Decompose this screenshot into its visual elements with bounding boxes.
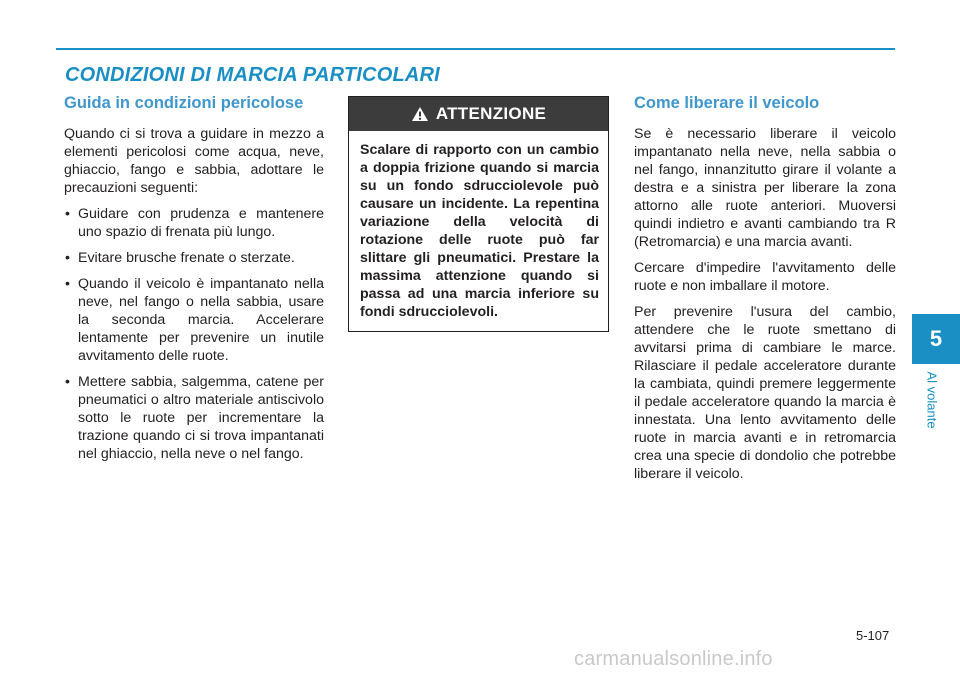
- warning-header: [349, 97, 608, 131]
- heading-dangerous-conditions: Guida in condizioni pericolose: [64, 94, 304, 112]
- right-column: [634, 93, 896, 491]
- paragraph: Cercare d'impedire l'avvitamento delle ruote e non imballare il motore.: [634, 260, 896, 294]
- list-item: • Guidare con prudenza e mantenere uno spazio di frenata più lungo.: [64, 205, 324, 241]
- page-number: 5-107: [856, 628, 890, 643]
- warning-text: Scalare di rapporto con un cambio a doppia frizione quando si marcia su un fondo sdrucciolevole può causare un incidente. La repentina variazione della velocità di rotazione delle ruote può far slittare gli pneumatici. Prestare la massima attenzione quando si passa ad una marcia inferiore su fondi sdrucciolevoli.: [360, 142, 599, 320]
- chapter-name: Al volante: [924, 371, 940, 429]
- precautions-list: [64, 205, 324, 463]
- chapter-number-tab: 5: [912, 314, 960, 364]
- intro-paragraph: Quando ci si trova a guidare in mezzo a elementi pericolosi come acqua, neve, ghiaccio, fango e sabbia, adottare le precauzioni seguenti:: [64, 126, 324, 196]
- list-item: • Mettere sabbia, salgemma, catene per pneumatici o altro materiale antiscivolo sotto le ruote per incrementare la trazione quando ci si trova impantanati nel ghiaccio, nella neve o nel fango.: [64, 373, 324, 463]
- list-item: • Evitare brusche frenate o sterzate.: [64, 249, 324, 267]
- left-column: [64, 93, 324, 471]
- warning-triangle-icon: [411, 106, 429, 122]
- top-rule: [56, 48, 895, 50]
- section-title: CONDIZIONI DI MARCIA PARTICOLARI: [65, 64, 440, 86]
- watermark: carmanualsonline.info: [574, 648, 773, 670]
- warning-label: ATTENZIONE: [435, 104, 547, 123]
- paragraph: Per prevenire l'usura del cambio, attendere che le ruote smettano di avvitarsi prima di cambiare le marce. Rilasciare il pedale acceleratore durante la cambiata, quindi premere leggermente il pedale acceleratore quando la marcia è innestata. Una lento avvitamento delle ruote in marcia avanti e in retromarcia crea una specie di dondolio che potrebbe liberare il veicolo.: [634, 304, 896, 482]
- list-item: • Quando il veicolo è impantanato nella neve, nel fango o nella sabbia, usare la seconda marcia. Accelerare lentamente per prevenire un inutile avvitamento delle ruote.: [64, 275, 324, 365]
- warning-box: [348, 96, 609, 332]
- paragraph: Se è necessario liberare il veicolo impantanato nella neve, nella sabbia o nel fango, innanzitutto girare il volante a destra e a sinistra per liberare la zona attorno alle ruote anteriori. Muoversi quindi indietro e avanti cambiando tra R (Retromarcia) e una marcia avanti.: [634, 126, 896, 250]
- heading-free-vehicle: Come liberare il veicolo: [634, 94, 820, 112]
